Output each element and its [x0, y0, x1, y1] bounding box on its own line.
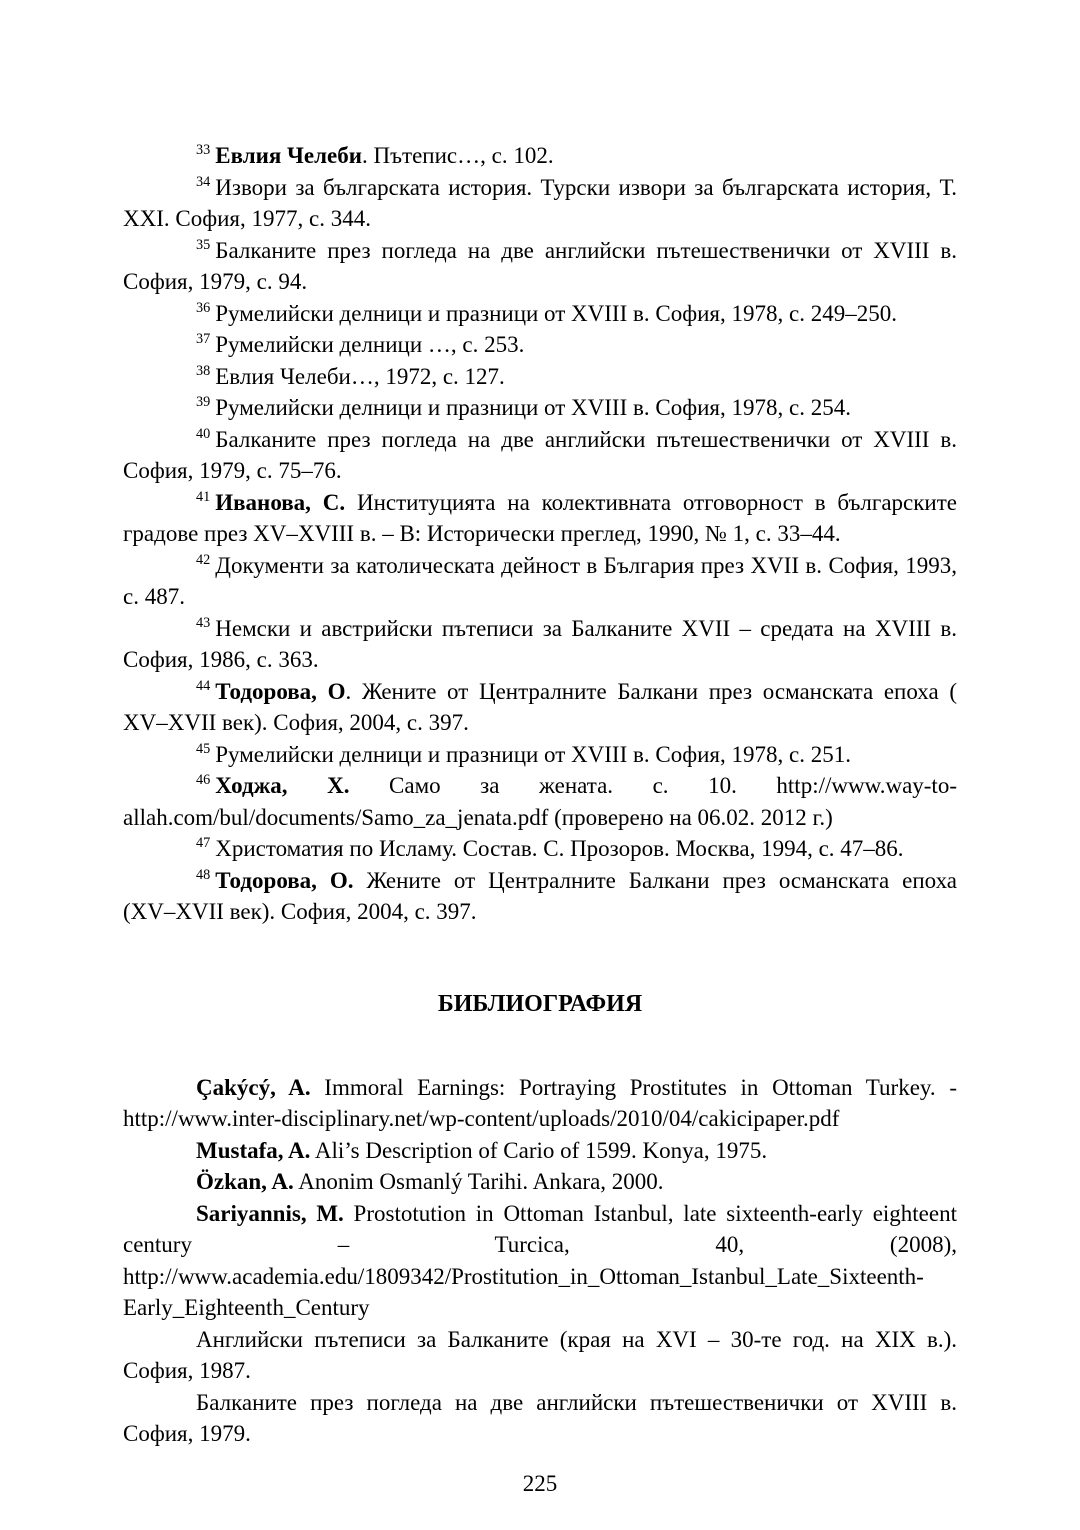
bibliography-text: Английски пътеписи за Балканите (края на XVI – 30-те год. на XIX в.). София, 1987.	[123, 1326, 957, 1383]
bibliography-text: Балканите през погледа на две английски пътешественички от XVIII в. София, 1979.	[123, 1389, 957, 1446]
footnote-text: Румелийски делници …, с. 253.	[215, 332, 525, 357]
footnote-text: Документи за католическата дейност в България през XVII в. София, 1993, с. 487.	[123, 552, 957, 609]
footnote-author: Иванова, С.	[215, 489, 346, 515]
footnote-author: Тодорова, О	[215, 678, 346, 704]
footnote-number: 44	[196, 677, 211, 694]
footnote-text: Немски и австрийски пътеписи за Балканите XVII – средата на XVIII в. София, 1986, с. 363.	[123, 615, 957, 672]
footnote-46	[123, 770, 957, 833]
footnote-text: Христоматия по Исламу. Состав. С. Прозоров. Москва, 1994, с. 47–86.	[215, 836, 904, 861]
footnote-number: 47	[196, 835, 211, 852]
footnote-author: Ходжа, Х.	[215, 773, 350, 798]
bibliography-section	[123, 1072, 957, 1450]
footnote-text: Балканите през погледа на две английски пътешественички от XVIII в. София, 1979, с. 75–76.	[123, 426, 957, 483]
footnote-text: Евлия Челеби…, 1972, с. 127.	[215, 363, 505, 389]
bibliography-entry	[123, 1166, 957, 1198]
footnote-number: 46	[196, 772, 211, 789]
footnote-number: 48	[196, 866, 211, 883]
bibliography-entry	[123, 1135, 957, 1167]
footnote-36	[123, 298, 957, 330]
footnote-text: Само за жената. с. 10. http://www.way-to-allah.com/bul/documents/Samo_za_jenata.pdf (проверено на 06.02. 2012 г.)	[123, 773, 957, 830]
bibliography-author: Sariyannis, M.	[196, 1200, 344, 1226]
bibliography-text: Immoral Earnings: Portraying Prostitutes in Ottoman Turkey. - http://www.inter-disciplinary.net/wp-content/uploads/2010/04/cakicipaper.pdf	[123, 1074, 957, 1131]
footnote-40	[123, 424, 957, 487]
footnote-number: 38	[196, 362, 211, 379]
footnote-text: . Пътепис…, с. 102.	[362, 143, 554, 168]
footnote-39	[123, 392, 957, 424]
bibliography-author: Özkan, A.	[196, 1169, 294, 1194]
page-number: 225	[522, 1470, 558, 1496]
footnote-41	[123, 487, 957, 550]
footnote-text: Румелийски делници и празници от XVIII в. София, 1978, с. 251.	[215, 741, 851, 767]
footnote-text: Институцията на колективната отговорност в българските градове през XV–XVIII в. – В: Исторически преглед, 1990, № 1, с. 33–44.	[123, 489, 957, 546]
footnote-45	[123, 739, 957, 771]
footnote-text: Румелийски делници и празници от XVIII в. София, 1978, с. 249–250.	[215, 300, 897, 326]
footnote-48	[123, 865, 957, 928]
footnote-number: 34	[196, 173, 211, 190]
bibliography-author: Mustafa, A.	[196, 1137, 311, 1163]
footnote-44	[123, 676, 957, 739]
bibliography-author: Çakýcý, A.	[196, 1074, 311, 1100]
bibliography-entry	[123, 1198, 957, 1324]
bibliography-entry	[123, 1387, 957, 1450]
footnote-33	[123, 140, 957, 172]
footnote-47	[123, 833, 957, 865]
bibliography-text: Prostotution in Ottoman Istanbul, late sixteenth-early eighteent century – Turcica, 40, (2008), http://www.academia.edu/1809342/Prostitution_in_Ottoman_Istanbul_Late_Sixteenth-Early_Eighteenth_Century	[123, 1200, 957, 1320]
footnote-text: Жените от Централните Балкани през османската епоха (XV–XVII век). София, 2004, с. 397.	[123, 867, 957, 924]
footnote-author: Тодорова, О.	[215, 867, 354, 893]
footnote-number: 43	[196, 614, 211, 631]
footnote-35	[123, 235, 957, 298]
bibliography-text: Anonim Osmanlý Tarihi. Ankara, 2000.	[293, 1169, 664, 1194]
footnote-number: 33	[196, 142, 211, 159]
bibliography-text: Ali’s Description of Cario of 1599. Konya, 1975.	[310, 1137, 768, 1163]
footnote-text: Балканите през погледа на две английски пътешественички от XVIII в. София, 1979, с. 94.	[123, 237, 957, 294]
footnote-38	[123, 361, 957, 393]
bibliography-entry	[123, 1072, 957, 1135]
footnote-number: 42	[196, 551, 211, 568]
footnote-text: Извори за българската история. Турски извори за българската история, Т. XXI. София, 1977, с. 344.	[123, 174, 957, 231]
bibliography-entry	[123, 1324, 957, 1387]
footnote-text: . Жените от Централните Балкани през османската епоха ( XV–XVII век). София, 2004, с. 397.	[123, 678, 957, 735]
footnote-42	[123, 550, 957, 613]
footnote-43	[123, 613, 957, 676]
footnotes-section	[123, 140, 957, 928]
footnote-number: 35	[196, 236, 211, 253]
footnote-number: 36	[196, 299, 211, 316]
bibliography-heading: БИБЛИОГРАФИЯ	[437, 990, 643, 1017]
footnote-number: 37	[196, 331, 211, 348]
footnote-34	[123, 172, 957, 235]
footnote-author: Евлия Челеби	[215, 143, 363, 168]
footnote-number: 39	[196, 394, 211, 411]
footnote-text: Румелийски делници и празници от XVIII в. София, 1978, с. 254.	[215, 395, 851, 420]
footnote-number: 45	[196, 740, 211, 757]
footnote-number: 40	[196, 425, 211, 442]
footnote-number: 41	[196, 488, 211, 505]
footnote-37	[123, 329, 957, 361]
